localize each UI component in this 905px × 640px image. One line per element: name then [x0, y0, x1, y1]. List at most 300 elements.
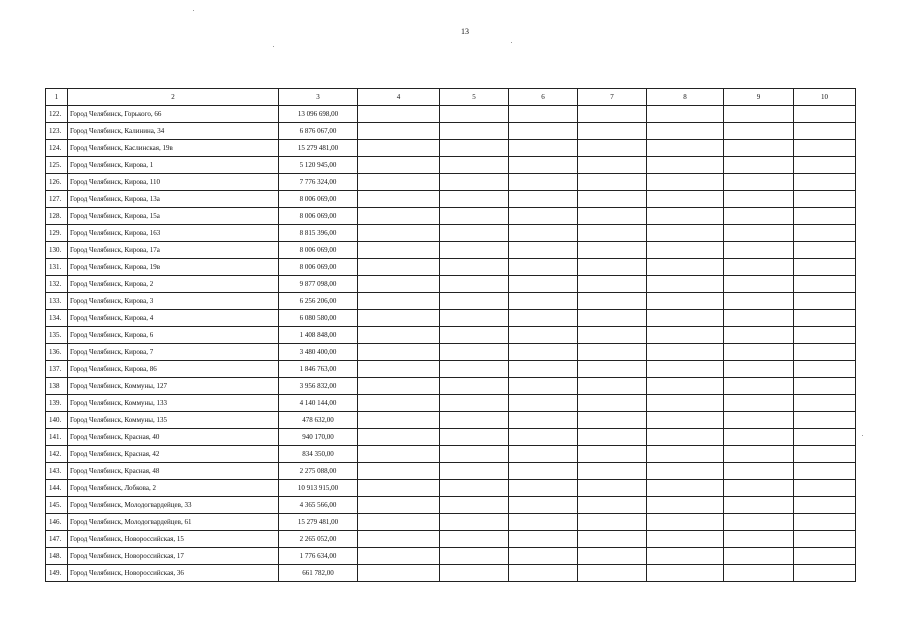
empty-cell	[647, 565, 724, 582]
address-cell: Город Челябинск, Кирова, 1	[68, 157, 279, 174]
empty-cell	[358, 497, 440, 514]
table-row	[46, 242, 856, 259]
empty-cell	[578, 327, 647, 344]
address-cell: Город Челябинск, Лобкова, 2	[68, 480, 279, 497]
empty-cell	[724, 310, 794, 327]
empty-cell	[794, 225, 856, 242]
row-number-cell: 126.	[46, 174, 68, 191]
empty-cell	[440, 123, 509, 140]
address-cell: Город Челябинск, Кирова, 13а	[68, 191, 279, 208]
row-number-cell: 136.	[46, 344, 68, 361]
table-row	[46, 174, 856, 191]
empty-cell	[794, 514, 856, 531]
empty-cell	[578, 242, 647, 259]
empty-cell	[647, 276, 724, 293]
column-header: 3	[279, 89, 358, 106]
empty-cell	[440, 344, 509, 361]
empty-cell	[509, 429, 578, 446]
empty-cell	[578, 344, 647, 361]
row-number-cell: 143.	[46, 463, 68, 480]
empty-cell	[509, 412, 578, 429]
empty-cell	[724, 123, 794, 140]
row-number-cell: 141.	[46, 429, 68, 446]
table-row	[46, 395, 856, 412]
empty-cell	[440, 310, 509, 327]
header-row	[46, 89, 856, 106]
scan-speck	[511, 42, 512, 43]
empty-cell	[358, 140, 440, 157]
empty-cell	[724, 446, 794, 463]
amount-cell: 1 408 848,00	[279, 327, 358, 344]
empty-cell	[794, 565, 856, 582]
address-cell: Город Челябинск, Кирова, 15а	[68, 208, 279, 225]
empty-cell	[440, 412, 509, 429]
empty-cell	[509, 463, 578, 480]
empty-cell	[724, 565, 794, 582]
amount-cell: 15 279 481,00	[279, 514, 358, 531]
empty-cell	[647, 548, 724, 565]
empty-cell	[509, 497, 578, 514]
empty-cell	[509, 242, 578, 259]
empty-cell	[724, 174, 794, 191]
empty-cell	[578, 429, 647, 446]
row-number-cell: 138	[46, 378, 68, 395]
row-number-cell: 125.	[46, 157, 68, 174]
empty-cell	[794, 242, 856, 259]
empty-cell	[440, 157, 509, 174]
empty-cell	[358, 514, 440, 531]
table-row	[46, 208, 856, 225]
empty-cell	[724, 106, 794, 123]
amount-cell: 6 876 067,00	[279, 123, 358, 140]
empty-cell	[724, 344, 794, 361]
empty-cell	[440, 140, 509, 157]
empty-cell	[578, 395, 647, 412]
empty-cell	[724, 140, 794, 157]
empty-cell	[358, 191, 440, 208]
empty-cell	[358, 259, 440, 276]
empty-cell	[647, 344, 724, 361]
empty-cell	[440, 327, 509, 344]
table-row	[46, 378, 856, 395]
empty-cell	[578, 514, 647, 531]
row-number-cell: 133.	[46, 293, 68, 310]
empty-cell	[724, 548, 794, 565]
row-number-cell: 123.	[46, 123, 68, 140]
empty-cell	[647, 208, 724, 225]
row-number-cell: 127.	[46, 191, 68, 208]
empty-cell	[794, 378, 856, 395]
empty-cell	[578, 140, 647, 157]
empty-cell	[724, 463, 794, 480]
empty-cell	[440, 191, 509, 208]
empty-cell	[647, 429, 724, 446]
table-row	[46, 361, 856, 378]
row-number-cell: 139.	[46, 395, 68, 412]
table-body	[46, 106, 856, 582]
table-row	[46, 412, 856, 429]
empty-cell	[647, 106, 724, 123]
table-row	[46, 514, 856, 531]
column-header: 5	[440, 89, 509, 106]
amount-cell: 8 006 069,00	[279, 259, 358, 276]
empty-cell	[647, 514, 724, 531]
empty-cell	[358, 310, 440, 327]
empty-cell	[440, 463, 509, 480]
empty-cell	[358, 276, 440, 293]
empty-cell	[647, 174, 724, 191]
empty-cell	[509, 191, 578, 208]
amount-cell: 2 275 088,00	[279, 463, 358, 480]
empty-cell	[647, 225, 724, 242]
amount-cell: 940 170,00	[279, 429, 358, 446]
empty-cell	[358, 344, 440, 361]
empty-cell	[509, 395, 578, 412]
empty-cell	[794, 191, 856, 208]
empty-cell	[358, 242, 440, 259]
empty-cell	[509, 344, 578, 361]
amount-cell: 13 096 698,00	[279, 106, 358, 123]
empty-cell	[358, 412, 440, 429]
amount-cell: 8 815 396,00	[279, 225, 358, 242]
empty-cell	[358, 106, 440, 123]
table-row	[46, 480, 856, 497]
empty-cell	[358, 225, 440, 242]
empty-cell	[358, 293, 440, 310]
empty-cell	[647, 310, 724, 327]
row-number-cell: 148.	[46, 548, 68, 565]
empty-cell	[647, 378, 724, 395]
empty-cell	[794, 310, 856, 327]
amount-cell: 2 265 052,00	[279, 531, 358, 548]
row-number-cell: 147.	[46, 531, 68, 548]
empty-cell	[724, 242, 794, 259]
empty-cell	[724, 395, 794, 412]
empty-cell	[724, 157, 794, 174]
address-cell: Город Челябинск, Коммуны, 127	[68, 378, 279, 395]
amount-cell: 8 006 069,00	[279, 208, 358, 225]
empty-cell	[794, 259, 856, 276]
empty-cell	[358, 480, 440, 497]
empty-cell	[647, 293, 724, 310]
empty-cell	[578, 378, 647, 395]
empty-cell	[647, 463, 724, 480]
empty-cell	[647, 242, 724, 259]
address-cell: Город Челябинск, Каслинская, 19в	[68, 140, 279, 157]
amount-cell: 4 365 566,00	[279, 497, 358, 514]
address-cell: Город Челябинск, Новороссийская, 36	[68, 565, 279, 582]
amount-cell: 6 256 206,00	[279, 293, 358, 310]
empty-cell	[794, 140, 856, 157]
address-cell: Город Челябинск, Кирова, 163	[68, 225, 279, 242]
address-cell: Город Челябинск, Горького, 66	[68, 106, 279, 123]
address-cell: Город Челябинск, Молодогвардейцев, 61	[68, 514, 279, 531]
empty-cell	[509, 157, 578, 174]
empty-cell	[440, 276, 509, 293]
empty-cell	[358, 429, 440, 446]
empty-cell	[578, 480, 647, 497]
empty-cell	[724, 514, 794, 531]
row-number-cell: 146.	[46, 514, 68, 531]
empty-cell	[794, 531, 856, 548]
amount-cell: 8 006 069,00	[279, 191, 358, 208]
empty-cell	[509, 565, 578, 582]
empty-cell	[647, 259, 724, 276]
empty-cell	[509, 140, 578, 157]
table-row	[46, 497, 856, 514]
empty-cell	[509, 276, 578, 293]
empty-cell	[578, 106, 647, 123]
table-row	[46, 293, 856, 310]
address-cell: Город Челябинск, Коммуны, 135	[68, 412, 279, 429]
amount-cell: 661 782,00	[279, 565, 358, 582]
table-row	[46, 548, 856, 565]
empty-cell	[509, 480, 578, 497]
empty-cell	[358, 378, 440, 395]
empty-cell	[440, 242, 509, 259]
row-number-cell: 128.	[46, 208, 68, 225]
empty-cell	[440, 497, 509, 514]
row-number-cell: 142.	[46, 446, 68, 463]
empty-cell	[724, 531, 794, 548]
table-row	[46, 225, 856, 242]
empty-cell	[440, 293, 509, 310]
address-cell: Город Челябинск, Красная, 42	[68, 446, 279, 463]
empty-cell	[794, 157, 856, 174]
amount-cell: 478 632,00	[279, 412, 358, 429]
table-row	[46, 140, 856, 157]
empty-cell	[794, 276, 856, 293]
empty-cell	[647, 497, 724, 514]
table-row	[46, 191, 856, 208]
empty-cell	[440, 106, 509, 123]
empty-cell	[509, 327, 578, 344]
scan-speck	[193, 10, 194, 11]
amount-cell: 834 350,00	[279, 446, 358, 463]
column-header: 2	[68, 89, 279, 106]
amount-cell: 1 846 763,00	[279, 361, 358, 378]
empty-cell	[578, 361, 647, 378]
empty-cell	[509, 531, 578, 548]
empty-cell	[647, 157, 724, 174]
empty-cell	[578, 310, 647, 327]
empty-cell	[794, 548, 856, 565]
empty-cell	[794, 480, 856, 497]
row-number-cell: 134.	[46, 310, 68, 327]
scan-speck	[862, 435, 863, 436]
amount-cell: 3 480 400,00	[279, 344, 358, 361]
table-row	[46, 276, 856, 293]
row-number-cell: 144.	[46, 480, 68, 497]
empty-cell	[794, 412, 856, 429]
address-cell: Город Челябинск, Кирова, 110	[68, 174, 279, 191]
empty-cell	[358, 327, 440, 344]
empty-cell	[724, 497, 794, 514]
empty-cell	[578, 293, 647, 310]
address-cell: Город Челябинск, Кирова, 86	[68, 361, 279, 378]
empty-cell	[794, 429, 856, 446]
amount-cell: 4 140 144,00	[279, 395, 358, 412]
empty-cell	[578, 531, 647, 548]
empty-cell	[509, 446, 578, 463]
empty-cell	[358, 565, 440, 582]
amount-cell: 9 877 098,00	[279, 276, 358, 293]
empty-cell	[440, 225, 509, 242]
empty-cell	[647, 412, 724, 429]
empty-cell	[724, 480, 794, 497]
row-number-cell: 140.	[46, 412, 68, 429]
amount-cell: 7 776 324,00	[279, 174, 358, 191]
empty-cell	[578, 446, 647, 463]
empty-cell	[440, 480, 509, 497]
empty-cell	[724, 327, 794, 344]
column-header: 8	[647, 89, 724, 106]
empty-cell	[794, 327, 856, 344]
empty-cell	[578, 412, 647, 429]
amount-cell: 5 120 945,00	[279, 157, 358, 174]
empty-cell	[440, 208, 509, 225]
empty-cell	[647, 480, 724, 497]
column-header: 6	[509, 89, 578, 106]
amount-cell: 3 956 832,00	[279, 378, 358, 395]
column-header: 1	[46, 89, 68, 106]
empty-cell	[578, 225, 647, 242]
empty-cell	[794, 106, 856, 123]
empty-cell	[724, 429, 794, 446]
empty-cell	[440, 565, 509, 582]
table-row	[46, 157, 856, 174]
row-number-cell: 131.	[46, 259, 68, 276]
row-number-cell: 130.	[46, 242, 68, 259]
empty-cell	[647, 191, 724, 208]
amount-cell: 6 080 580,00	[279, 310, 358, 327]
empty-cell	[724, 191, 794, 208]
empty-cell	[578, 497, 647, 514]
empty-cell	[794, 123, 856, 140]
table-row	[46, 259, 856, 276]
empty-cell	[509, 123, 578, 140]
register-table	[45, 88, 856, 582]
empty-cell	[358, 123, 440, 140]
empty-cell	[578, 174, 647, 191]
empty-cell	[358, 446, 440, 463]
column-header: 10	[794, 89, 856, 106]
amount-cell: 1 776 634,00	[279, 548, 358, 565]
empty-cell	[794, 174, 856, 191]
empty-cell	[578, 259, 647, 276]
empty-cell	[358, 548, 440, 565]
empty-cell	[509, 259, 578, 276]
empty-cell	[358, 157, 440, 174]
address-cell: Город Челябинск, Калинина, 34	[68, 123, 279, 140]
table-row	[46, 123, 856, 140]
row-number-cell: 122.	[46, 106, 68, 123]
empty-cell	[440, 446, 509, 463]
empty-cell	[358, 395, 440, 412]
empty-cell	[358, 361, 440, 378]
empty-cell	[509, 514, 578, 531]
empty-cell	[440, 395, 509, 412]
empty-cell	[509, 208, 578, 225]
address-cell: Город Челябинск, Кирова, 3	[68, 293, 279, 310]
empty-cell	[647, 395, 724, 412]
row-number-cell: 132.	[46, 276, 68, 293]
empty-cell	[724, 361, 794, 378]
empty-cell	[440, 531, 509, 548]
empty-cell	[794, 361, 856, 378]
empty-cell	[578, 276, 647, 293]
address-cell: Город Челябинск, Молодогвардейцев, 33	[68, 497, 279, 514]
empty-cell	[440, 378, 509, 395]
empty-cell	[440, 514, 509, 531]
empty-cell	[509, 361, 578, 378]
table-row	[46, 463, 856, 480]
empty-cell	[794, 344, 856, 361]
empty-cell	[578, 463, 647, 480]
address-cell: Город Челябинск, Новороссийская, 15	[68, 531, 279, 548]
table-row	[46, 565, 856, 582]
table-row	[46, 446, 856, 463]
row-number-cell: 129.	[46, 225, 68, 242]
empty-cell	[440, 361, 509, 378]
empty-cell	[440, 259, 509, 276]
empty-cell	[724, 259, 794, 276]
empty-cell	[440, 548, 509, 565]
scan-speck	[273, 46, 274, 47]
address-cell: Город Челябинск, Кирова, 19в	[68, 259, 279, 276]
empty-cell	[794, 208, 856, 225]
empty-cell	[794, 293, 856, 310]
address-cell: Город Челябинск, Коммуны, 133	[68, 395, 279, 412]
empty-cell	[509, 293, 578, 310]
row-number-cell: 145.	[46, 497, 68, 514]
empty-cell	[358, 174, 440, 191]
empty-cell	[578, 208, 647, 225]
empty-cell	[794, 446, 856, 463]
address-cell: Город Челябинск, Кирова, 6	[68, 327, 279, 344]
row-number-cell: 137.	[46, 361, 68, 378]
empty-cell	[647, 327, 724, 344]
empty-cell	[794, 463, 856, 480]
address-cell: Город Челябинск, Кирова, 7	[68, 344, 279, 361]
table-row	[46, 310, 856, 327]
empty-cell	[578, 157, 647, 174]
address-cell: Город Челябинск, Кирова, 4	[68, 310, 279, 327]
empty-cell	[724, 378, 794, 395]
amount-cell: 10 913 915,00	[279, 480, 358, 497]
row-number-cell: 149.	[46, 565, 68, 582]
empty-cell	[724, 225, 794, 242]
table-row	[46, 531, 856, 548]
empty-cell	[509, 548, 578, 565]
empty-cell	[794, 395, 856, 412]
row-number-cell: 124.	[46, 140, 68, 157]
empty-cell	[509, 106, 578, 123]
empty-cell	[794, 497, 856, 514]
empty-cell	[578, 548, 647, 565]
empty-cell	[578, 191, 647, 208]
empty-cell	[724, 208, 794, 225]
empty-cell	[358, 463, 440, 480]
column-header: 9	[724, 89, 794, 106]
address-cell: Город Челябинск, Красная, 40	[68, 429, 279, 446]
empty-cell	[509, 174, 578, 191]
amount-cell: 8 006 069,00	[279, 242, 358, 259]
empty-cell	[724, 293, 794, 310]
empty-cell	[647, 123, 724, 140]
empty-cell	[440, 429, 509, 446]
empty-cell	[578, 123, 647, 140]
